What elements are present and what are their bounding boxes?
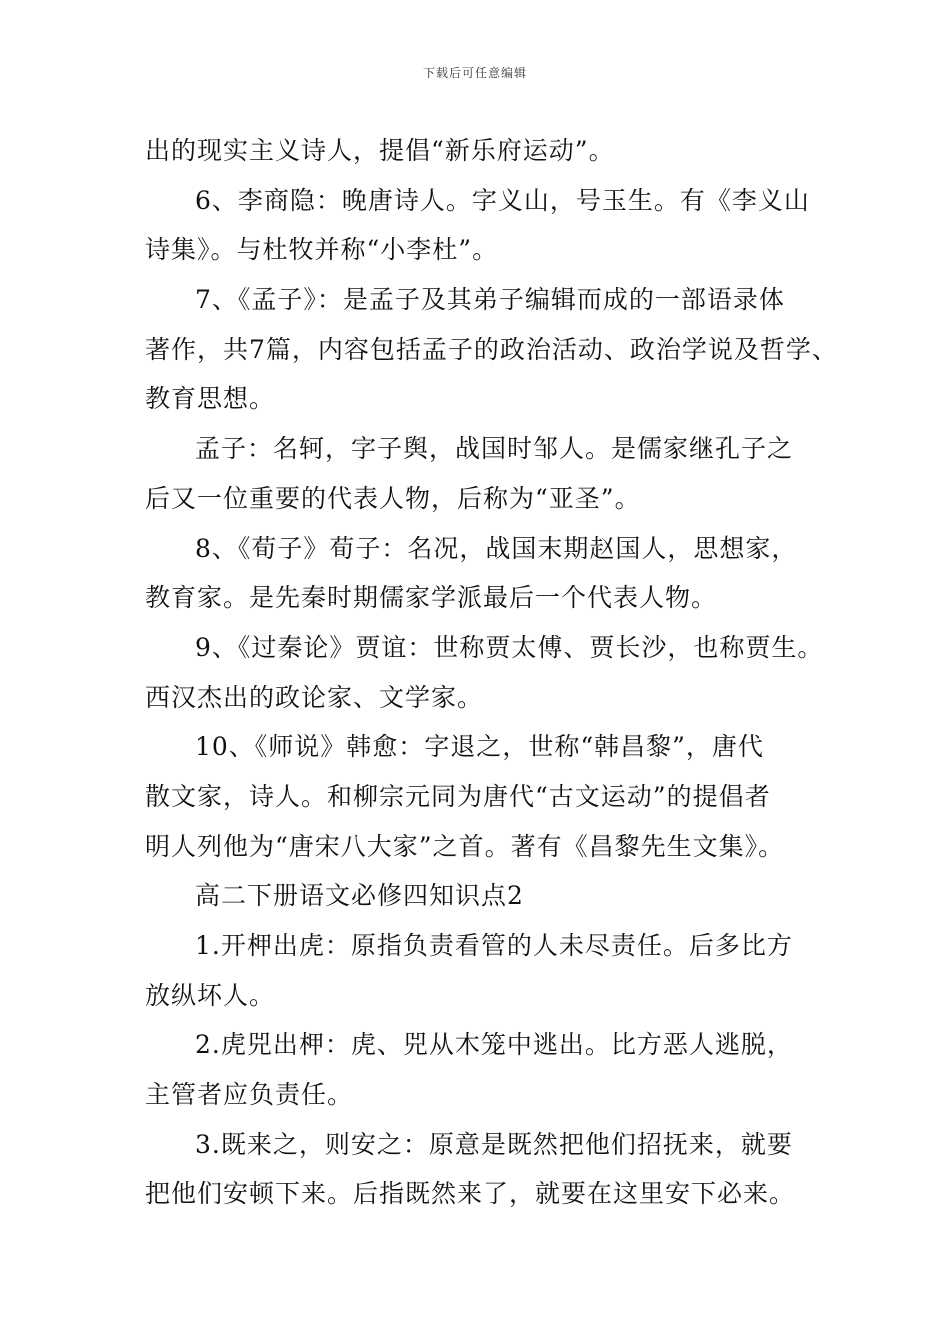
section-heading: 高二下册语文必修四知识点2 bbox=[195, 881, 524, 911]
text-line: 西汉杰出的政论家、文学家。 bbox=[145, 682, 484, 712]
text-line: 1.开柙出虎：原指负责看管的人未尽责任。后多比方 bbox=[195, 931, 793, 960]
document-body bbox=[145, 126, 838, 1219]
text-line: 散文家，诗人。和柳宗元同为唐代“古文运动”的提倡者 bbox=[145, 781, 771, 811]
text-line: 诗集》。与杜牧并称“小李杜”。 bbox=[145, 235, 499, 265]
text-line: 明人列他为“唐宋八大家”之首。著有《昌黎先生文集》。 bbox=[145, 831, 785, 861]
text-line: 出的现实主义诗人，提倡“新乐府运动”。 bbox=[145, 136, 615, 165]
text-line: 放纵坏人。 bbox=[145, 980, 276, 1010]
text-line: 主管者应负责任。 bbox=[145, 1080, 354, 1110]
text-line: 后又一位重要的代表人物，后称为“亚圣”。 bbox=[145, 483, 641, 513]
text-line: 教育家。是先秦时期儒家学派最后一个代表人物。 bbox=[145, 583, 718, 613]
text-line: 3.既来之，则安之：原意是既然把他们招抚来，就要 bbox=[195, 1129, 793, 1159]
text-line: 教育思想。 bbox=[145, 384, 276, 414]
text-line: 孟子：名轲，字子舆，战国时邹人。是儒家继孔子之 bbox=[195, 434, 794, 464]
text-line: 2.虎兕出柙：虎、兕从木笼中逃出。比方恶人逃脱， bbox=[195, 1030, 793, 1060]
page-header-watermark: 下载后可任意编辑 bbox=[422, 66, 527, 80]
text-line: 著作，共7篇，内容包括孟子的政治活动、政治学说及哲学、 bbox=[145, 334, 838, 364]
text-line: 7、《孟子》：是孟子及其弟子编辑而成的一部语录体 bbox=[195, 285, 785, 315]
text-line: 把他们安顿下来。后指既然来了，就要在这里安下必来。 bbox=[145, 1179, 796, 1209]
text-line: 8、《荀子》荀子：名况，战国末期赵国人，思想家， bbox=[195, 533, 798, 563]
text-line: 9、《过秦论》贾谊：世称贾太傅、贾长沙，也称贾生。 bbox=[195, 632, 824, 662]
text-line: 6、李商隐：晚唐诗人。字义山，号玉生。有《李义山 bbox=[195, 185, 810, 215]
text-line: 10、《师说》韩愈：字退之，世称“韩昌黎”，唐代 bbox=[195, 732, 764, 762]
